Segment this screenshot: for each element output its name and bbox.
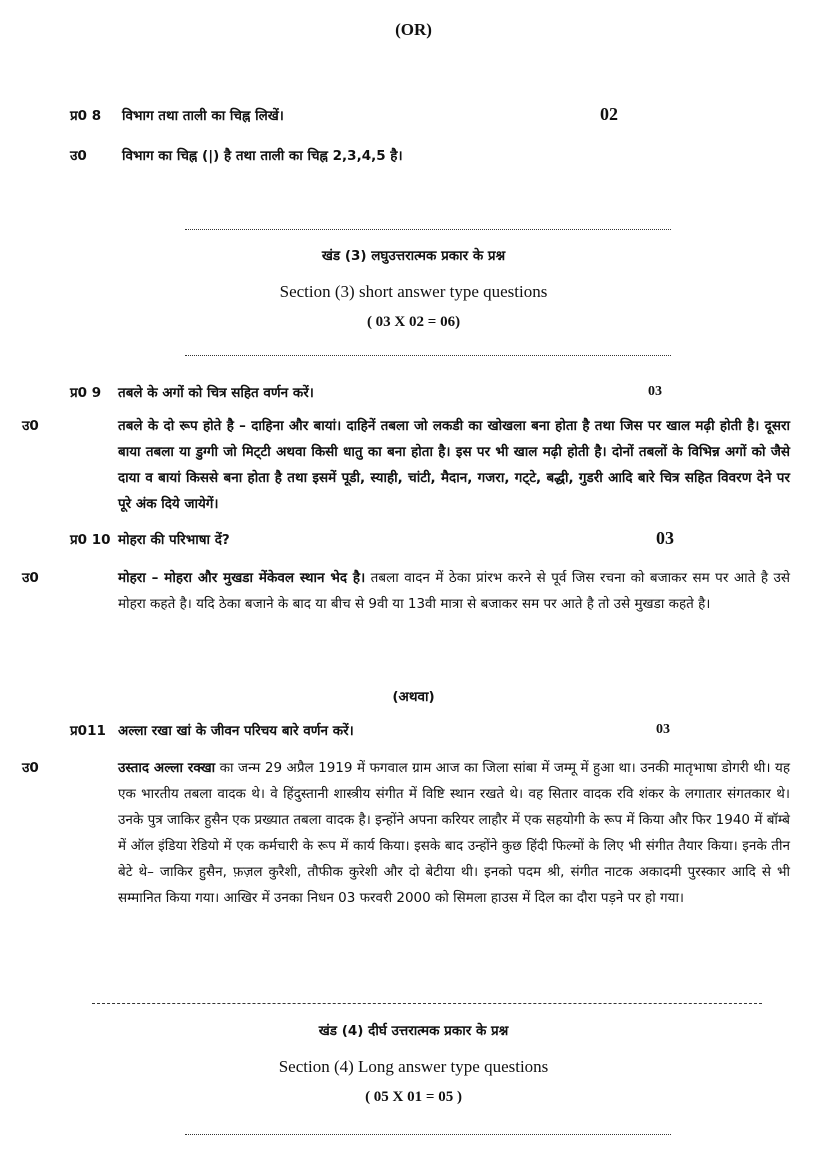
dotted-divider	[185, 1134, 671, 1135]
q10-answer: तबला वादन में ठेका प्रांरभ करने से पूर्व जिस रचना को बजाकर सम पर आते है उसे मोहरा कहते है। यदि ठेका बजाने के बाद या बीच से 9वी या 13वी मात्रा से बजाकर सम पर आते है तो उसे मुखडा कहते है।	[118, 570, 790, 612]
q8-marks: 02	[600, 104, 618, 124]
dotted-divider	[185, 229, 671, 230]
q8-label: प्र0 8	[70, 108, 102, 124]
or-hindi: (अथवा)	[392, 689, 435, 705]
q11-answer-block	[22, 755, 790, 911]
dashed-divider	[92, 1003, 762, 1004]
q10-label: प्र0 10	[70, 532, 111, 548]
q11-answer-bold: उस्ताद अल्ला रक्खा	[118, 760, 216, 776]
q9-text: तबले के अगों को चित्र सहित वर्णन करें।	[118, 385, 314, 401]
dotted-divider	[185, 355, 671, 356]
q11-answer: का जन्म 29 अप्रैल 1919 में फगवाल ग्राम आज का जिला सांबा में जम्मू में हुआ था। उनकी मातृभाषा डोगरी थी। यह एक भारतीय तबला वादक थे। वे हिंदुस्तानी शास्त्रीय संगीत में विष्टि स्थान रखते थे। वह सितार वादक रवि शंकर के लगातार संगतकार थे। उनके पुत्र जाकिर हुसैन एक प्रख्यात तबला वादक है। इन्होंने अपना करियर लाहौर में एक सहयोगी के रूप में किया और फिर 1940 में बॉम्बे में ऑल इंडिया रेडियो में एक कर्मचारी के रूप में कार्य किया। इसके बाद उन्होंने कुछ हिंदी फिल्मों के लिए भी संगीत तैयार किया। इनके तीन बेटे थे– जाकिर हुसैन, फ़ज़ल कुरैशी, तौफीक कुरेशी और दो बेटीया थी। इनको पदम श्री, संगीत नाटक अकादमी पुरस्कार आदि से भी सम्मानित किया गया। आखिर में उनका निधन 03 फरवरी 2000 को सिमला हाउस में दिल का दौरा पड़ने पर हो गया।	[118, 760, 790, 906]
q10-text: मोहरा की परिभाषा दें?	[118, 532, 230, 548]
section4-score: ( 05 X 01 = 05 )	[365, 1089, 462, 1105]
or-heading: (OR)	[395, 20, 432, 39]
q9-label: प्र0 9	[70, 385, 102, 401]
q11-text: अल्ला रखा खां के जीवन परिचय बारे वर्णन करें।	[118, 723, 354, 739]
q8-answer: विभाग का चिह्न (|) है तथा ताली का चिह्न 2,3,4,5 है।	[122, 148, 403, 164]
q9-answer: तबले के दो रूप होते है – दाहिना और बायां। दाहिनें तबला जो लकडी का खोखला बना होता है तथा जिस पर खाल मढ़ी होती है। दूसरा बाया तबला या डुग्गी जो मिट्‌टी अथवा किसी धातु का बना होता है। इस पर भी खाल मढ़ी होती है। दोनों तबलों के विभिन्न अगों को जैसे दाया व बायां किससे बना होता है तथा इसमें पूडी, स्याही, चांटी, मैदान, गजरा, गट्‌टे, बद्धी, गुडरी आदि बारे चित्र सहित विवरण देने पर पूरे अंक दिये जायेगें।	[118, 418, 790, 512]
q11-answer-label: उ0	[22, 760, 39, 776]
section4-title-hindi: खंड (4) दीर्घ उत्तरात्मक प्रकार के प्रश्न	[318, 1023, 509, 1039]
q8-text: विभाग तथा ताली का चिह्न लिखें।	[122, 108, 284, 124]
q9-answer-label: उ0	[22, 418, 39, 434]
q10-answer-block	[22, 565, 790, 617]
q8-answer-label: उ0	[70, 148, 87, 164]
section3-score: ( 03 X 02 = 06)	[366, 314, 461, 330]
q11-marks: 03	[656, 722, 670, 737]
q10-answer-bold: मोहरा – मोहरा और मुखडा मेंकेवल स्थान भेद है।	[118, 570, 366, 586]
section3-title-english: Section (3) short answer type questions	[279, 282, 548, 301]
q9-marks: 03	[648, 384, 662, 399]
q10-marks: 03	[656, 528, 674, 548]
section4-title-english: Section (4) Long answer type questions	[278, 1057, 549, 1076]
section3-title-hindi: खंड (3) लघुउत्तरात्मक प्रकार के प्रश्न	[321, 248, 506, 264]
q9-answer-block	[22, 413, 790, 517]
q11-label: प्र011	[70, 723, 106, 739]
q10-answer-label: उ0	[22, 570, 39, 586]
